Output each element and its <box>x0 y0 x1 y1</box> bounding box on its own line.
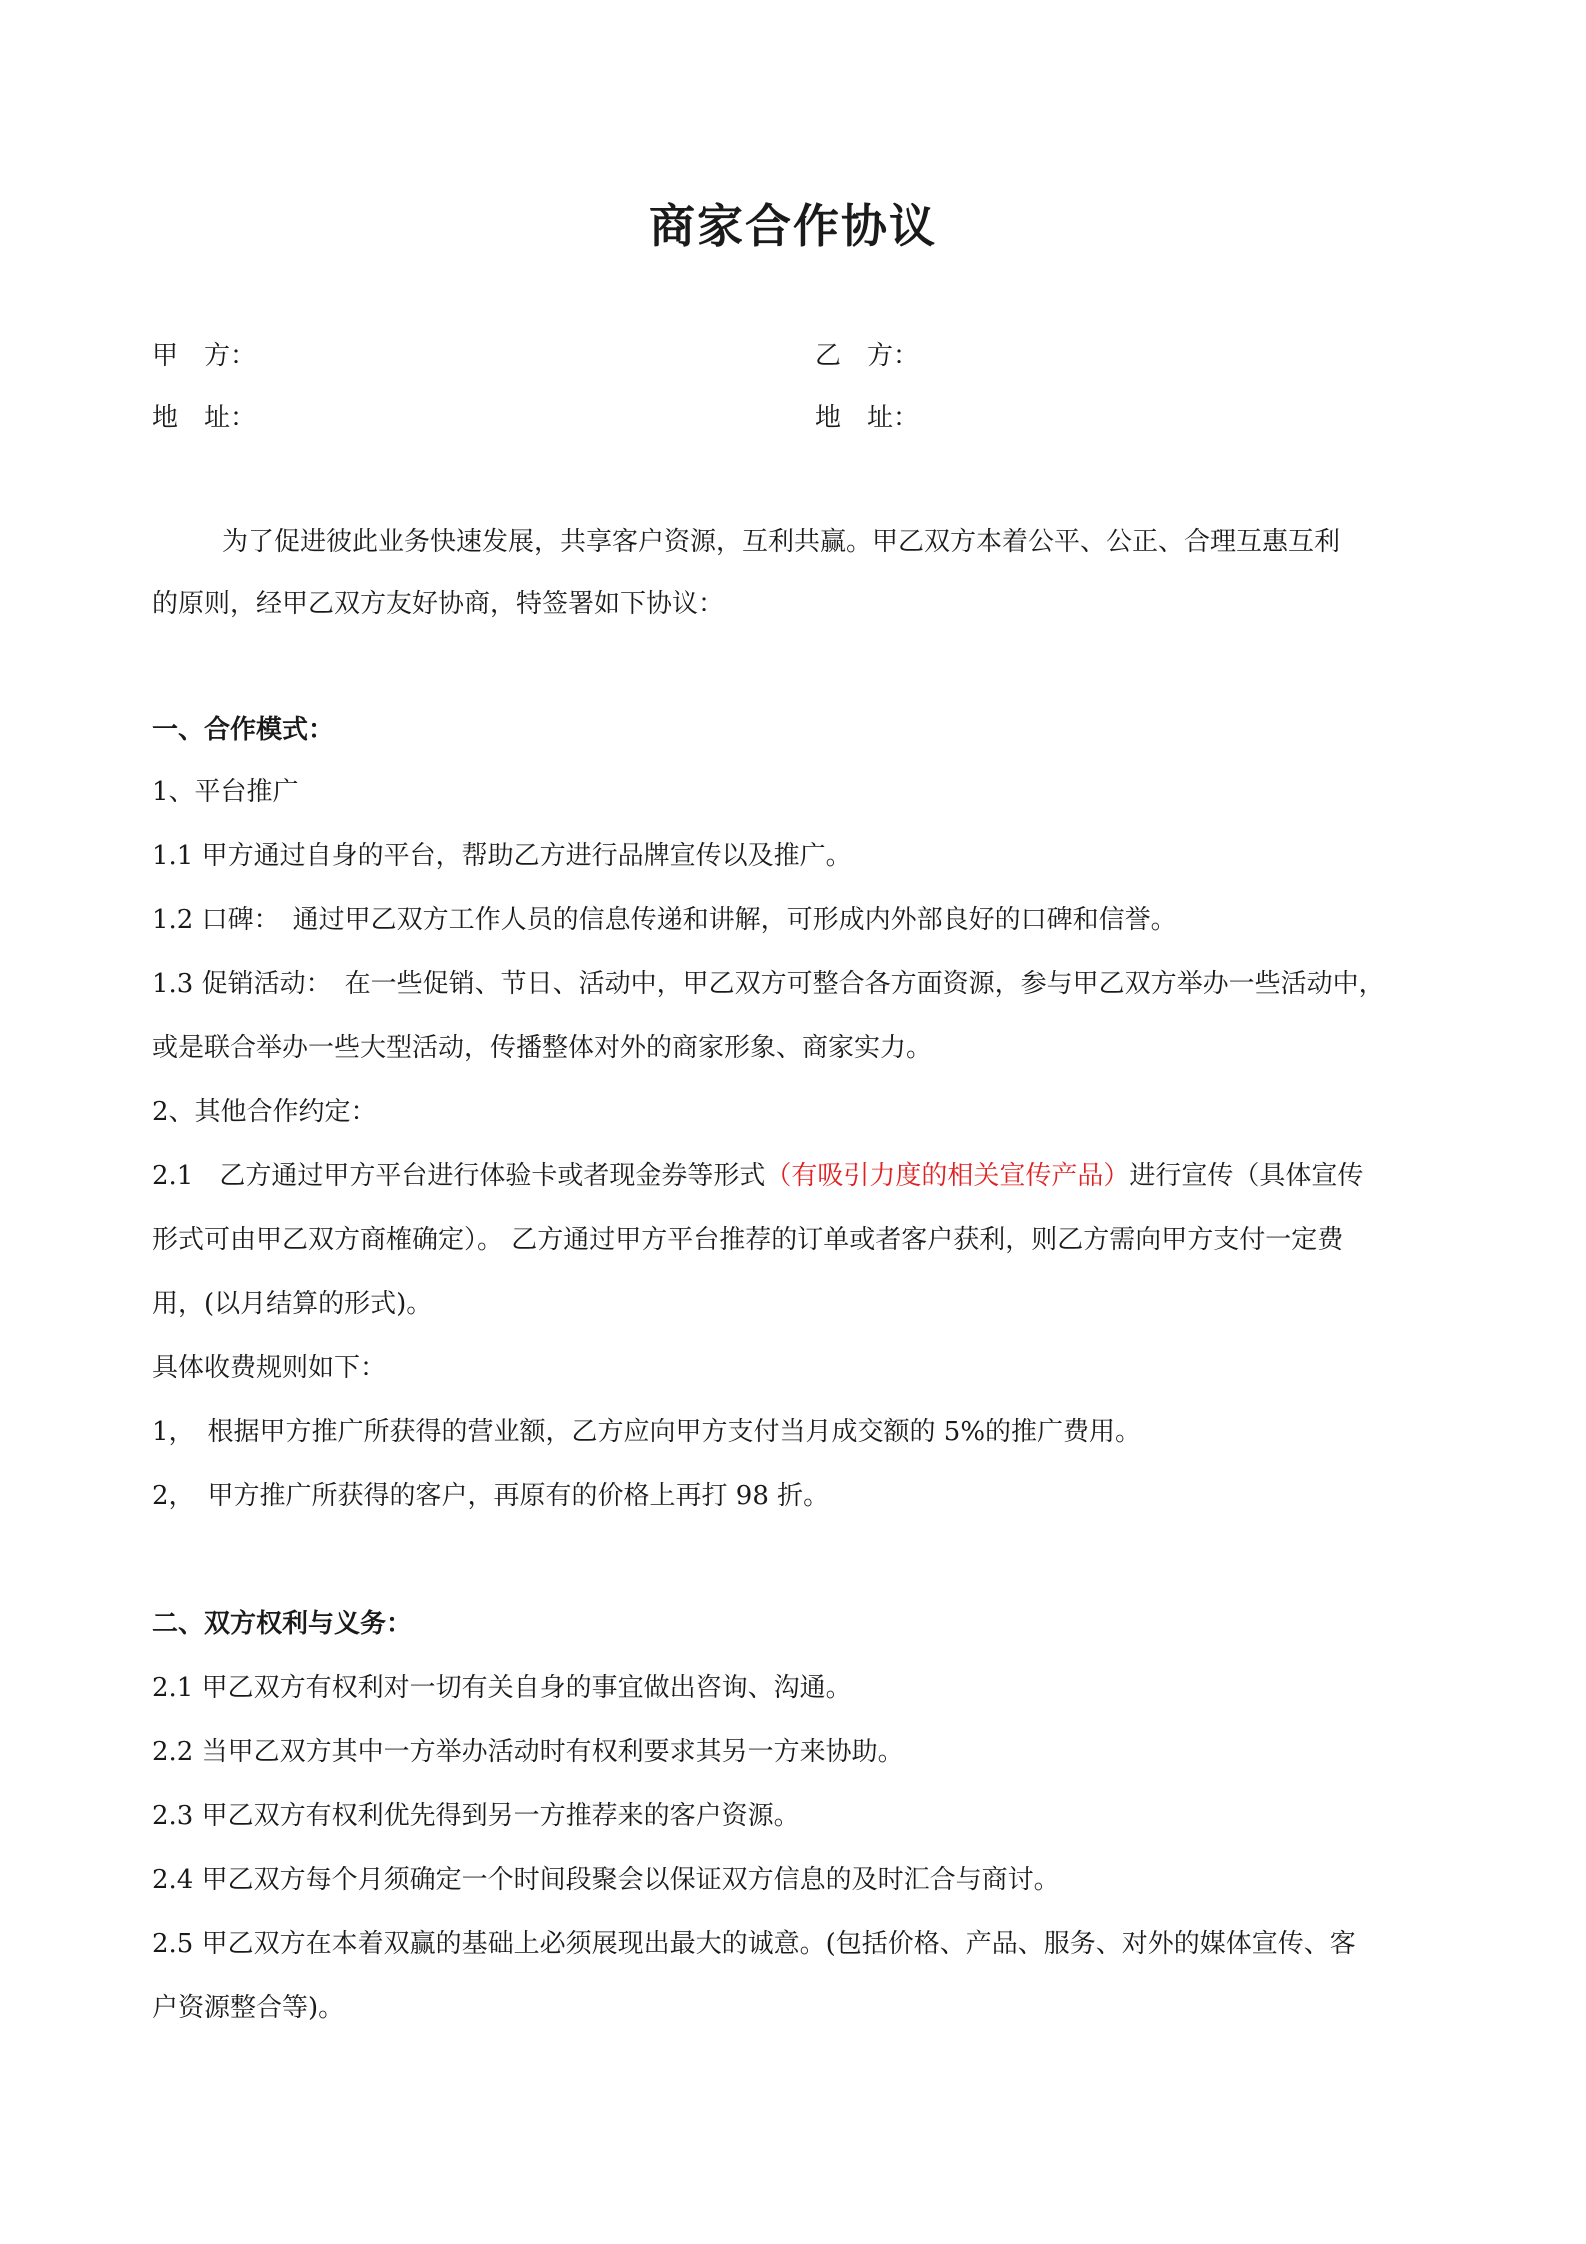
rights-clause-2-2: 2.2 当甲乙双方其中一方举办活动时有权利要求其另一方来协助。 <box>152 1737 904 1767</box>
rights-clause-2-3: 2.3 甲乙双方有权利优先得到另一方推荐来的客户资源。 <box>152 1801 800 1831</box>
clause-1-3-line-1: 1.3 促销活动： 在一些促销、节日、活动中，甲乙双方可整合各方面资源，参与甲乙双方举办一些活动中， <box>152 969 1385 999</box>
clause-1-1: 1.1 甲方通过自身的平台，帮助乙方进行品牌宣传以及推广。 <box>152 841 852 871</box>
section-2-heading: 二、双方权利与义务： <box>152 1609 413 1639</box>
fee-rule-2: 2， 甲方推广所获得的客户，再原有的价格上再打 98 折。 <box>152 1481 830 1511</box>
section-1-heading: 一、合作模式： <box>152 715 335 745</box>
rights-clause-2-1: 2.1 甲乙双方有权利对一切有关自身的事宜做出咨询、沟通。 <box>152 1673 852 1703</box>
intro-line-2: 的原则，经甲乙双方友好协商，特签署如下协议： <box>152 589 725 619</box>
clause-2-1-line-2: 形式可由甲乙双方商榷确定）。 乙方通过甲方平台推荐的订单或者客户获利，则乙方需向甲方支付一定费 <box>152 1225 1344 1255</box>
rights-clause-2-5-line-2: 户资源整合等)。 <box>152 1993 345 2023</box>
fee-rules-title: 具体收费规则如下： <box>152 1353 387 1383</box>
rights-clause-2-5-line-1: 2.5 甲乙双方在本着双赢的基础上必须展现出最大的诚意。(包括价格、产品、服务、对外的媒体宣传、客 <box>152 1929 1356 1959</box>
address-b-label: 地 址： <box>815 403 920 433</box>
clause-2-1-line-1 <box>152 1158 1363 1194</box>
intro-line-1: 为了促进彼此业务快速发展，共享客户资源，互利共赢。甲乙双方本着公平、公正、合理互惠互利 <box>222 527 1341 557</box>
clause-2-1-text-end: 进行宣传（具体宣传 <box>1129 1161 1364 1191</box>
clause-2-1-highlight: （有吸引力度的相关宣传产品） <box>765 1161 1130 1191</box>
address-a-label: 地 址： <box>152 403 257 433</box>
clause-1-2: 1.2 口碑： 通过甲乙双方工作人员的信息传递和讲解，可形成内外部良好的口碑和信誉。 <box>152 905 1177 935</box>
clause-2-1-text-start: 2.1 乙方通过甲方平台进行体验卡或者现金券等形式 <box>152 1161 766 1191</box>
clause-1-3-line-2: 或是联合举办一些大型活动，传播整体对外的商家形象、商家实力。 <box>152 1033 933 1063</box>
party-b-label: 乙 方： <box>815 341 920 371</box>
subsection-platform-promotion: 1、平台推广 <box>152 777 299 807</box>
party-a-label: 甲 方： <box>152 341 257 371</box>
fee-rule-1: 1， 根据甲方推广所获得的营业额，乙方应向甲方支付当月成交额的 5%的推广费用。 <box>152 1417 1142 1447</box>
rights-clause-2-4: 2.4 甲乙双方每个月须确定一个时间段聚会以保证双方信息的及时汇合与商讨。 <box>152 1865 1060 1895</box>
clause-2-1-line-3: 用，(以月结算的形式)。 <box>152 1289 433 1319</box>
document-title: 商家合作协议 <box>649 199 937 253</box>
subsection-other-agreements: 2、其他合作约定： <box>152 1097 377 1127</box>
